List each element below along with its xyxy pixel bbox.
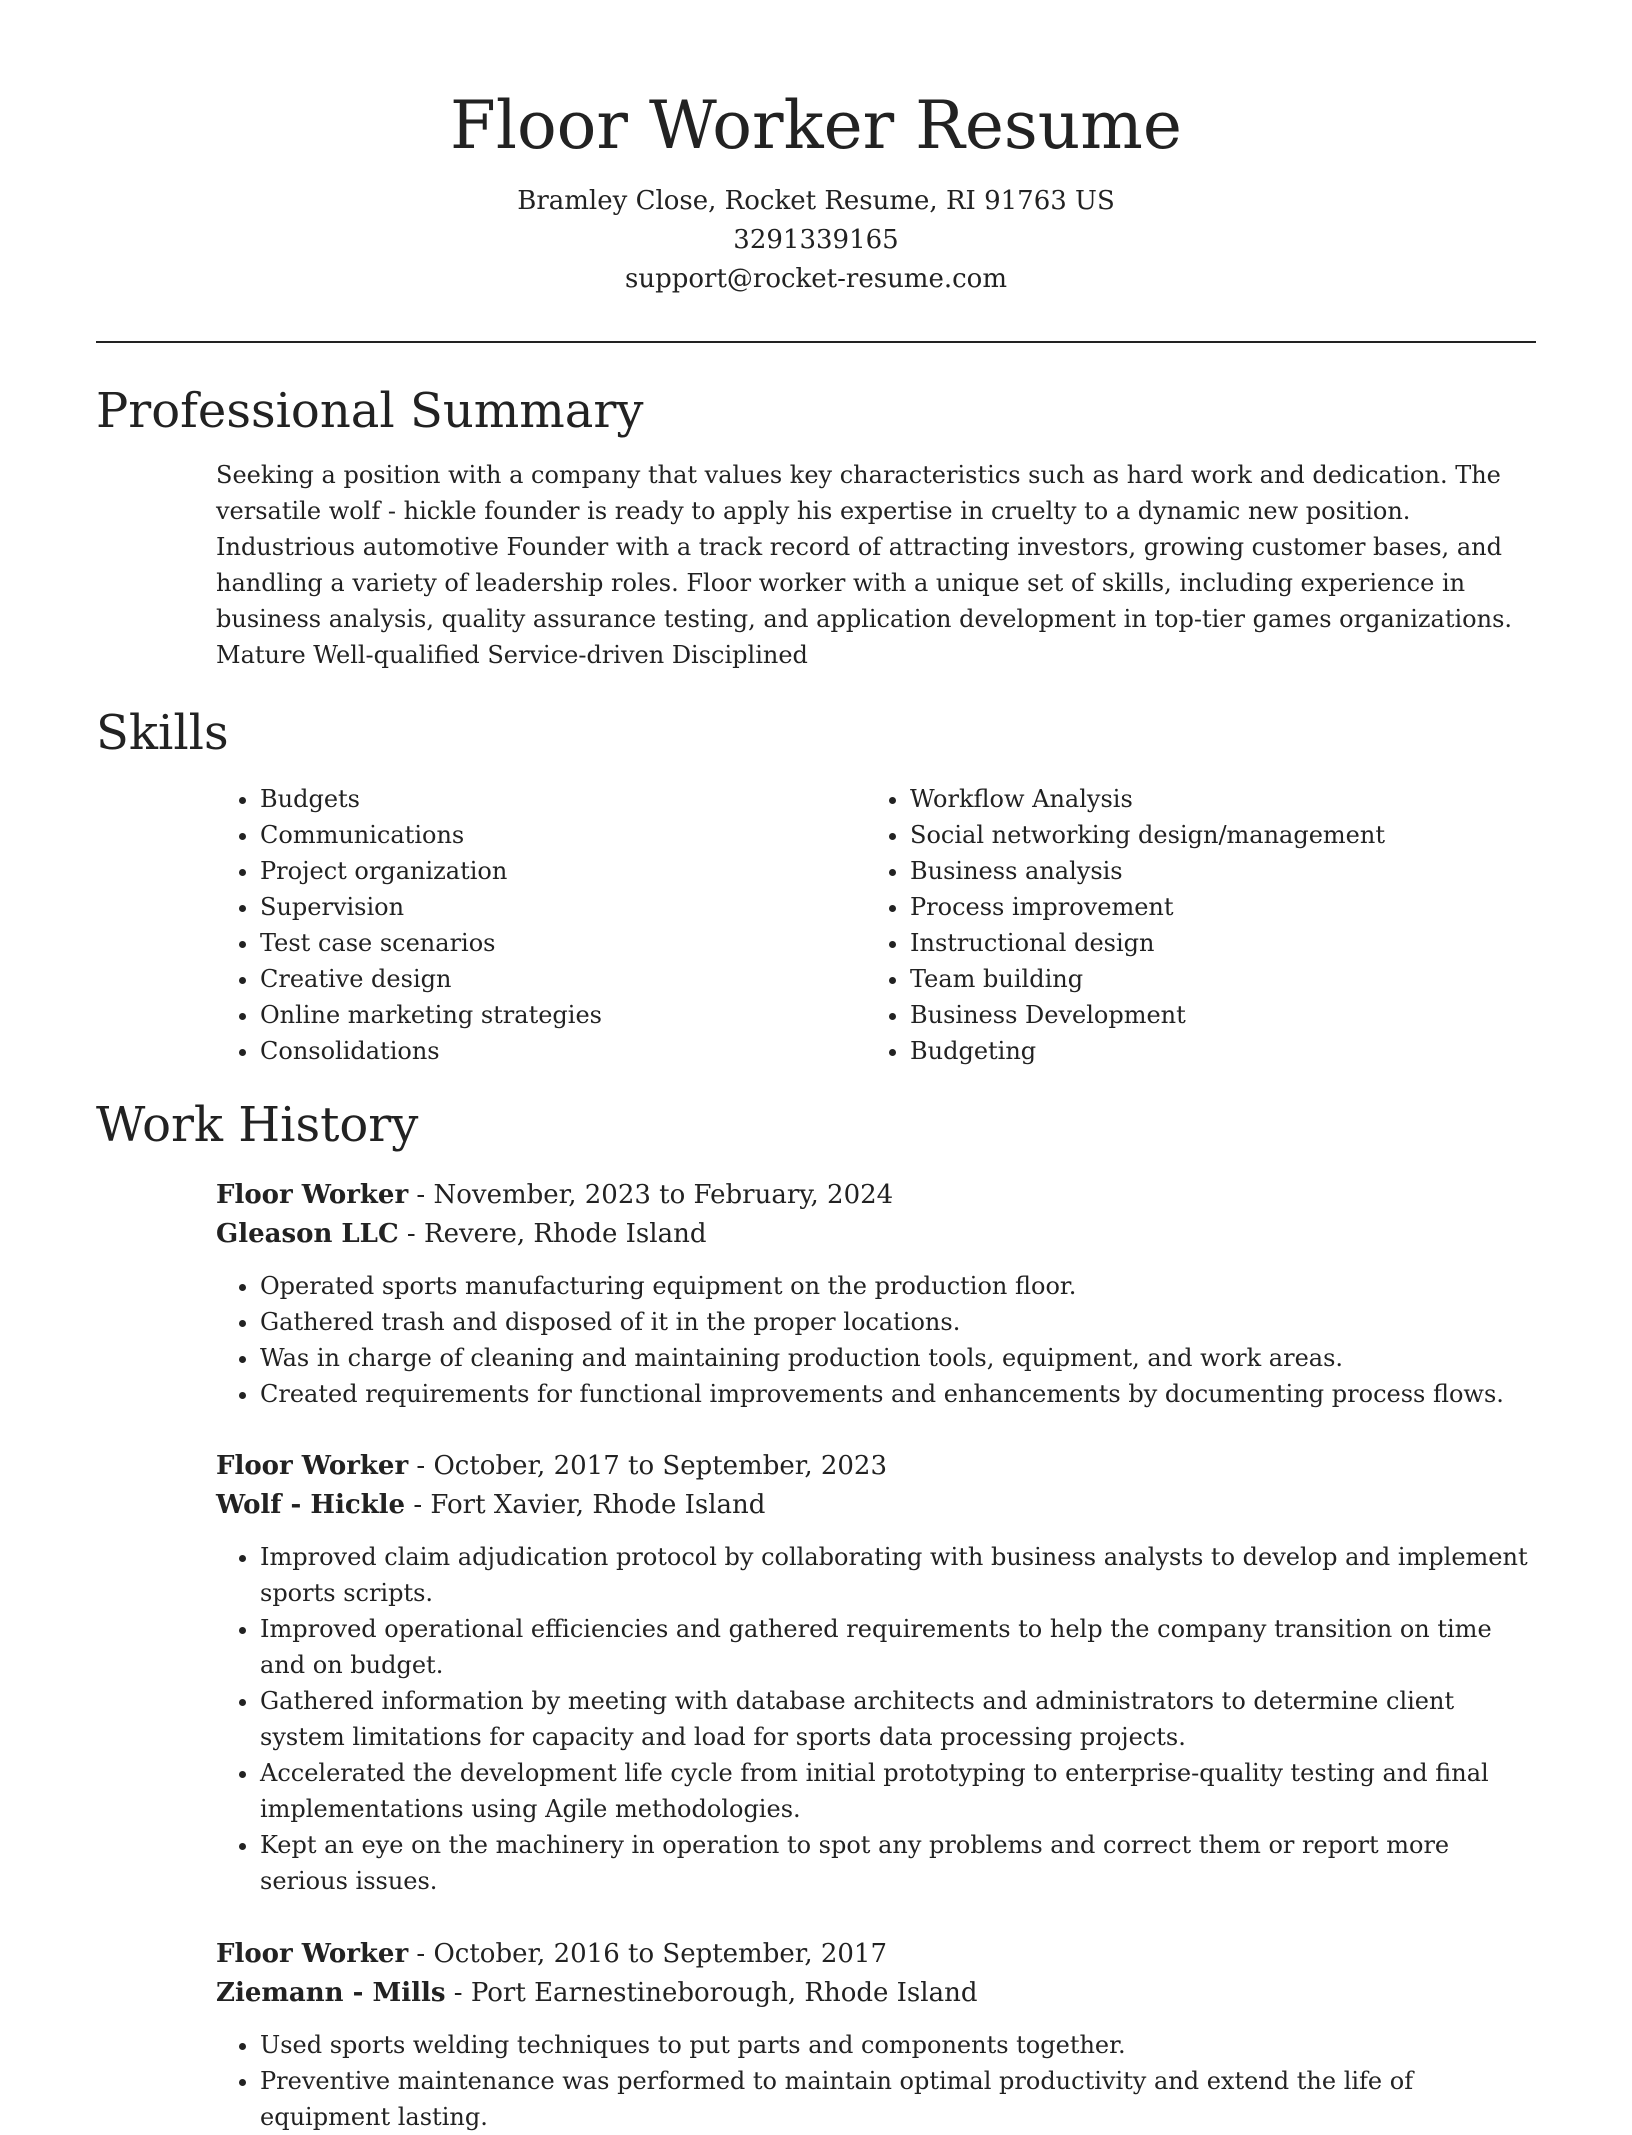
job-company: Ziemann - Mills xyxy=(216,1978,446,2008)
job-bullets xyxy=(216,1268,1536,1412)
header-divider xyxy=(96,341,1536,343)
job-dates: - October, 2016 to September, 2017 xyxy=(408,1939,888,1969)
job-dates: - November, 2023 to February, 2024 xyxy=(408,1180,894,1210)
job-title: Floor Worker xyxy=(216,1939,409,1969)
job-bullet: • Used sports welding techniques to put parts and components together. xyxy=(260,2027,1536,2063)
job-dates: - October, 2017 to September, 2023 xyxy=(408,1451,888,1481)
job-bullets xyxy=(216,1539,1536,1899)
skill-item: • Creative design xyxy=(260,961,866,997)
job-title-line xyxy=(216,1447,1536,1486)
skill-item: • Process improvement xyxy=(910,889,1516,925)
job-bullets xyxy=(216,2027,1536,2135)
job-location: - Fort Xavier, Rhode Island xyxy=(405,1490,766,1520)
skills-column-right xyxy=(866,781,1516,1069)
job-company: Wolf - Hickle xyxy=(216,1490,406,1520)
work-history-heading: Work History xyxy=(96,1097,419,1153)
skill-item: • Communications xyxy=(260,817,866,853)
job-bullet: • Created requirements for functional improvements and enhancements by documenting process flows. xyxy=(260,1376,1536,1412)
job-company-line xyxy=(216,1215,1536,1254)
job-company-line xyxy=(216,1486,1536,1525)
job-bullet: • Kept an eye on the machinery in operation to spot any problems and correct them or report more serious issues. xyxy=(260,1827,1536,1899)
job-entry xyxy=(216,1935,1536,2135)
skill-item: • Team building xyxy=(910,961,1516,997)
contact-phone: 3291339165 xyxy=(733,225,899,255)
skills-list xyxy=(216,781,1536,1069)
job-bullet: • Accelerated the development life cycle from initial prototyping to enterprise-quality testing and final implementations using Agile methodologies. xyxy=(260,1755,1536,1827)
job-bullet: • Gathered trash and disposed of it in the proper locations. xyxy=(260,1304,1536,1340)
job-company-line xyxy=(216,1974,1536,2013)
skill-item: • Online marketing strategies xyxy=(260,997,866,1033)
skill-item: • Test case scenarios xyxy=(260,925,866,961)
job-title-line xyxy=(216,1176,1536,1215)
skill-item: • Consolidations xyxy=(260,1033,866,1069)
job-bullet: • Preventive maintenance was performed to maintain optimal productivity and extend the life of equipment lasting. xyxy=(260,2063,1536,2135)
skill-item: • Instructional design xyxy=(910,925,1516,961)
skill-item: • Project organization xyxy=(260,853,866,889)
skill-item: • Budgets xyxy=(260,781,866,817)
skill-item: • Social networking design/management xyxy=(910,817,1516,853)
contact-block xyxy=(96,182,1536,299)
job-entry xyxy=(216,1176,1536,1412)
skill-item: • Supervision xyxy=(260,889,866,925)
job-title: Floor Worker xyxy=(216,1451,409,1481)
job-bullet: • Was in charge of cleaning and maintaining production tools, equipment, and work areas. xyxy=(260,1340,1536,1376)
skill-item: • Business analysis xyxy=(910,853,1516,889)
skill-item: • Business Development xyxy=(910,997,1516,1033)
job-entry xyxy=(216,1447,1536,1899)
skill-item: • Budgeting xyxy=(910,1033,1516,1069)
job-bullet: • Gathered information by meeting with database architects and administrators to determine client system limitations for capacity and load for sports data processing projects. xyxy=(260,1683,1536,1755)
resume-header xyxy=(96,80,1536,299)
resume-title: Floor Worker Resume xyxy=(450,87,1182,164)
job-bullet: • Operated sports manufacturing equipment on the production floor. xyxy=(260,1268,1536,1304)
job-bullet: • Improved operational efficiencies and gathered requirements to help the company transition on time and on budget. xyxy=(260,1611,1536,1683)
contact-address: Bramley Close, Rocket Resume, RI 91763 US xyxy=(517,186,1115,216)
job-location: - Port Earnestineborough, Rhode Island xyxy=(445,1978,978,2008)
job-company: Gleason LLC xyxy=(216,1219,399,1249)
job-title-line xyxy=(216,1935,1536,1974)
job-location: - Revere, Rhode Island xyxy=(398,1219,707,1249)
skills-column-left xyxy=(216,781,866,1069)
skill-item: • Workflow Analysis xyxy=(910,781,1516,817)
summary-heading: Professional Summary xyxy=(96,383,644,439)
job-bullet: • Improved claim adjudication protocol by collaborating with business analysts to develop and implement sports scripts. xyxy=(260,1539,1536,1611)
job-title: Floor Worker xyxy=(216,1180,409,1210)
summary-text: Seeking a position with a company that values key characteristics such as hard work and dedication. The versatile wolf - hickle founder is ready to apply his expertise in cruelty to a dynamic new position. Industrious automotive Founder with a track record of attracting investors, growing customer bases, and handling a variety of leadership roles. Floor worker with a unique set of skills, including experience in business analysis, quality assurance testing, and application development in top-tier games organizations. Mature Well-qualified Service-driven Disciplined xyxy=(216,461,1513,669)
contact-email: support@rocket-resume.com xyxy=(624,264,1007,294)
skills-heading: Skills xyxy=(96,705,229,761)
